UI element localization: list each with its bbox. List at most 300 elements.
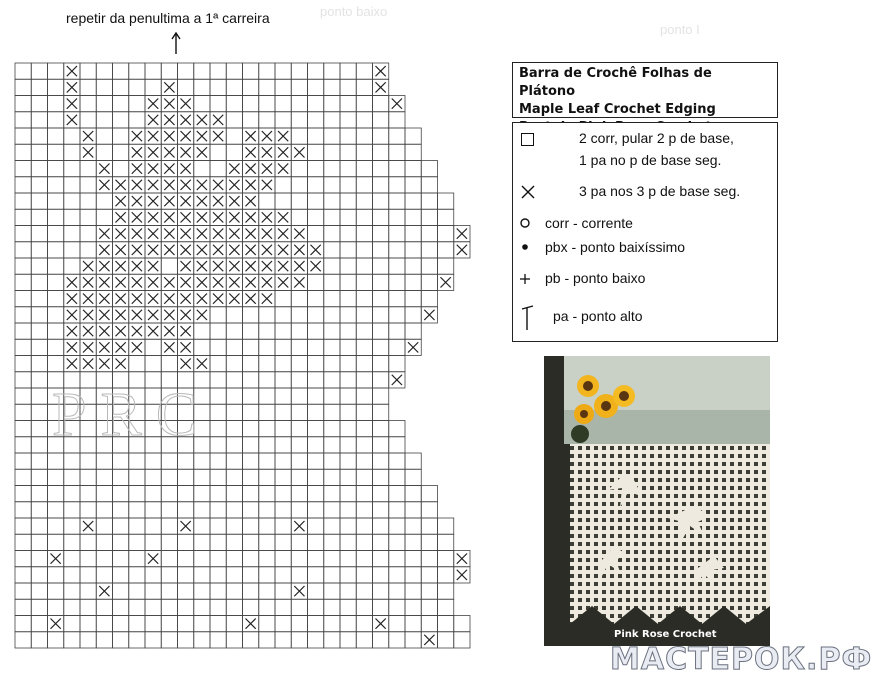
grid-cell bbox=[226, 112, 242, 128]
grid-cell bbox=[421, 161, 437, 177]
grid-cell bbox=[31, 112, 47, 128]
filled-cell-cross bbox=[67, 82, 77, 92]
grid-cell bbox=[129, 356, 145, 372]
grid-cell bbox=[389, 193, 405, 209]
grid-cell bbox=[178, 79, 194, 95]
grid-cell bbox=[80, 112, 96, 128]
grid-cell bbox=[356, 323, 372, 339]
grid-cell bbox=[340, 404, 356, 420]
grid-cell bbox=[15, 112, 31, 128]
grid-cell bbox=[161, 63, 177, 79]
grid-cell bbox=[31, 388, 47, 404]
filled-cell-cross bbox=[213, 131, 223, 141]
grid-cell bbox=[356, 583, 372, 599]
filled-cell-cross bbox=[246, 131, 256, 141]
grid-cell bbox=[340, 79, 356, 95]
grid-cell bbox=[48, 323, 64, 339]
grid-cell bbox=[64, 258, 80, 274]
grid-cell bbox=[15, 63, 31, 79]
grid-cell bbox=[421, 599, 437, 615]
grid-cell bbox=[324, 404, 340, 420]
grid-cell bbox=[438, 242, 454, 258]
filled-cell-cross bbox=[164, 82, 174, 92]
filled-cell-cross bbox=[262, 277, 272, 287]
grid-cell bbox=[96, 551, 112, 567]
filled-cell-cross bbox=[213, 245, 223, 255]
grid-cell bbox=[226, 388, 242, 404]
grid-cell bbox=[356, 274, 372, 290]
filled-cell-cross bbox=[213, 196, 223, 206]
grid-cell bbox=[308, 567, 324, 583]
grid-cell bbox=[80, 551, 96, 567]
grid-cell bbox=[308, 177, 324, 193]
grid-cell bbox=[356, 534, 372, 550]
grid-cell bbox=[308, 583, 324, 599]
grid-cell bbox=[259, 404, 275, 420]
grid-cell bbox=[178, 486, 194, 502]
grid-cell bbox=[356, 616, 372, 632]
filled-cell-cross bbox=[51, 554, 61, 564]
grid-cell bbox=[373, 242, 389, 258]
grid-cell bbox=[31, 534, 47, 550]
grid-cell bbox=[308, 632, 324, 648]
filled-cell-cross bbox=[148, 196, 158, 206]
filled-cell-cross bbox=[246, 147, 256, 157]
grid-cell bbox=[340, 534, 356, 550]
grid-cell bbox=[324, 79, 340, 95]
grid-cell bbox=[64, 128, 80, 144]
filled-cell-cross bbox=[441, 277, 451, 287]
grid-cell bbox=[308, 323, 324, 339]
grid-cell bbox=[243, 551, 259, 567]
grid-cell bbox=[356, 177, 372, 193]
grid-cell bbox=[31, 339, 47, 355]
grid-cell bbox=[340, 599, 356, 615]
legend-box bbox=[512, 122, 778, 342]
grid-cell bbox=[308, 128, 324, 144]
grid-cell bbox=[226, 518, 242, 534]
grid-cell bbox=[291, 551, 307, 567]
grid-cell bbox=[243, 307, 259, 323]
grid-cell bbox=[389, 632, 405, 648]
grid-cell bbox=[80, 486, 96, 502]
grid-cell bbox=[129, 112, 145, 128]
grid-cell bbox=[356, 469, 372, 485]
grid-cell bbox=[373, 128, 389, 144]
grid-cell bbox=[275, 388, 291, 404]
filled-cell-cross bbox=[246, 245, 256, 255]
grid-cell bbox=[259, 421, 275, 437]
grid-cell bbox=[80, 632, 96, 648]
filled-cell-cross bbox=[164, 294, 174, 304]
grid-cell bbox=[356, 404, 372, 420]
grid-cell bbox=[15, 307, 31, 323]
grid-cell bbox=[96, 616, 112, 632]
grid-cell bbox=[421, 274, 437, 290]
grid-cell bbox=[64, 193, 80, 209]
grid-cell bbox=[64, 534, 80, 550]
grid-cell bbox=[161, 567, 177, 583]
grid-cell bbox=[113, 79, 129, 95]
filled-cell-cross bbox=[99, 229, 109, 239]
filled-cell-cross bbox=[67, 99, 77, 109]
filled-cell-cross bbox=[116, 342, 126, 352]
grid-cell bbox=[421, 177, 437, 193]
grid-cell bbox=[340, 291, 356, 307]
grid-cell bbox=[243, 96, 259, 112]
filled-cell-cross bbox=[148, 326, 158, 336]
filled-cell-cross bbox=[213, 115, 223, 125]
grid-cell bbox=[291, 96, 307, 112]
grid-cell bbox=[15, 177, 31, 193]
grid-cell bbox=[308, 518, 324, 534]
grid-cell bbox=[145, 567, 161, 583]
grid-cell bbox=[113, 583, 129, 599]
filled-cell-cross bbox=[132, 326, 142, 336]
grid-cell bbox=[113, 567, 129, 583]
legend-text: 2 corr, pular 2 p de base, bbox=[579, 130, 734, 146]
grid-cell bbox=[64, 226, 80, 242]
grid-cell bbox=[113, 453, 129, 469]
grid-cell bbox=[31, 144, 47, 160]
grid-cell bbox=[31, 291, 47, 307]
grid-cell bbox=[373, 583, 389, 599]
grid-cell bbox=[96, 518, 112, 534]
filled-cell-cross bbox=[99, 261, 109, 271]
grid-cell bbox=[389, 307, 405, 323]
grid-cell bbox=[308, 307, 324, 323]
filled-cell-cross bbox=[181, 99, 191, 109]
grid-cell bbox=[373, 388, 389, 404]
grid-cell bbox=[275, 421, 291, 437]
grid-cell bbox=[194, 79, 210, 95]
filled-cell-cross bbox=[116, 294, 126, 304]
grid-cell bbox=[243, 453, 259, 469]
grid-cell bbox=[291, 356, 307, 372]
filled-cell-cross bbox=[246, 180, 256, 190]
grid-cell bbox=[113, 96, 129, 112]
grid-cell bbox=[340, 421, 356, 437]
filled-cell-cross bbox=[262, 229, 272, 239]
grid-cell bbox=[356, 209, 372, 225]
grid-cell bbox=[356, 356, 372, 372]
grid-cell bbox=[15, 599, 31, 615]
grid-cell bbox=[373, 404, 389, 420]
grid-cell bbox=[210, 567, 226, 583]
filled-cell-cross bbox=[116, 196, 126, 206]
grid-cell bbox=[48, 632, 64, 648]
grid-cell bbox=[31, 258, 47, 274]
grid-cell bbox=[308, 616, 324, 632]
grid-cell bbox=[243, 583, 259, 599]
grid-cell bbox=[356, 437, 372, 453]
grid-cell bbox=[340, 437, 356, 453]
grid-cell bbox=[259, 193, 275, 209]
grid-cell bbox=[356, 502, 372, 518]
grid-cell bbox=[48, 307, 64, 323]
grid-cell bbox=[373, 323, 389, 339]
grid-cell bbox=[226, 632, 242, 648]
filled-cell-cross bbox=[132, 164, 142, 174]
grid-cell bbox=[15, 632, 31, 648]
grid-cell bbox=[324, 534, 340, 550]
grid-cell bbox=[145, 356, 161, 372]
grid-cell bbox=[405, 226, 421, 242]
grid-cell bbox=[48, 534, 64, 550]
grid-cell bbox=[308, 63, 324, 79]
legend-text: pb - ponto baixo bbox=[545, 270, 646, 286]
grid-cell bbox=[356, 112, 372, 128]
filled-cell-cross bbox=[246, 619, 256, 629]
grid-cell bbox=[48, 599, 64, 615]
grid-cell bbox=[243, 486, 259, 502]
filled-cell-cross bbox=[262, 294, 272, 304]
grid-cell bbox=[438, 616, 454, 632]
filled-cell-cross bbox=[197, 212, 207, 222]
grid-cell bbox=[275, 616, 291, 632]
filled-cell-cross bbox=[229, 180, 239, 190]
grid-cell bbox=[324, 469, 340, 485]
grid-cell bbox=[129, 453, 145, 469]
grid-cell bbox=[291, 404, 307, 420]
grid-cell bbox=[80, 209, 96, 225]
grid-cell bbox=[31, 242, 47, 258]
filled-cell-cross bbox=[116, 326, 126, 336]
filled-cell-cross bbox=[262, 131, 272, 141]
title-line-pt: Barra de Crochê Folhas de Plátono bbox=[519, 66, 712, 99]
grid-cell bbox=[210, 486, 226, 502]
grid-cell bbox=[373, 599, 389, 615]
grid-cell bbox=[308, 551, 324, 567]
grid-cell bbox=[15, 567, 31, 583]
grid-cell bbox=[15, 339, 31, 355]
filled-cell-cross bbox=[376, 619, 386, 629]
grid-cell bbox=[389, 226, 405, 242]
grid-cell bbox=[243, 632, 259, 648]
grid-cell bbox=[48, 502, 64, 518]
grid-cell bbox=[113, 144, 129, 160]
grid-cell bbox=[259, 469, 275, 485]
grid-cell bbox=[145, 583, 161, 599]
grid-cell bbox=[324, 112, 340, 128]
grid-cell bbox=[275, 96, 291, 112]
grid-cell bbox=[31, 404, 47, 420]
filled-cell-cross bbox=[148, 294, 158, 304]
grid-cell bbox=[15, 372, 31, 388]
grid-cell bbox=[31, 177, 47, 193]
filled-cell-cross bbox=[83, 131, 93, 141]
filled-cell-cross bbox=[262, 212, 272, 222]
filled-cell-cross bbox=[213, 212, 223, 222]
grid-cell bbox=[226, 323, 242, 339]
grid-cell bbox=[405, 599, 421, 615]
grid-cell bbox=[210, 161, 226, 177]
grid-cell bbox=[80, 599, 96, 615]
tall-stitch-icon bbox=[519, 303, 535, 331]
grid-cell bbox=[96, 63, 112, 79]
grid-cell bbox=[356, 421, 372, 437]
grid-cell bbox=[210, 404, 226, 420]
grid-cell bbox=[356, 242, 372, 258]
grid-cell bbox=[324, 193, 340, 209]
grid-cell bbox=[226, 404, 242, 420]
grid-cell bbox=[80, 567, 96, 583]
grid-cell bbox=[48, 128, 64, 144]
grid-cell bbox=[308, 388, 324, 404]
grid-cell bbox=[210, 453, 226, 469]
grid-cell bbox=[80, 502, 96, 518]
grid-cell bbox=[291, 632, 307, 648]
grid-cell bbox=[226, 307, 242, 323]
filled-cell-cross bbox=[67, 326, 77, 336]
grid-cell bbox=[291, 63, 307, 79]
grid-cell bbox=[291, 567, 307, 583]
grid-cell bbox=[373, 518, 389, 534]
grid-cell bbox=[373, 96, 389, 112]
filled-cell-cross bbox=[132, 131, 142, 141]
grid-cell bbox=[15, 242, 31, 258]
filled-cell-cross bbox=[229, 277, 239, 287]
grid-cell bbox=[48, 242, 64, 258]
grid-cell bbox=[145, 63, 161, 79]
filled-cell-cross bbox=[148, 261, 158, 271]
grid-cell bbox=[48, 193, 64, 209]
grid-cell bbox=[275, 307, 291, 323]
grid-cell bbox=[308, 404, 324, 420]
filled-cell-cross bbox=[148, 115, 158, 125]
grid-cell bbox=[210, 518, 226, 534]
grid-cell bbox=[324, 502, 340, 518]
grid-cell bbox=[31, 209, 47, 225]
grid-cell bbox=[340, 616, 356, 632]
filled-cell-cross bbox=[164, 115, 174, 125]
grid-cell bbox=[308, 356, 324, 372]
filled-cell-cross bbox=[132, 147, 142, 157]
grid-cell bbox=[275, 339, 291, 355]
grid-cell bbox=[194, 599, 210, 615]
filled-cell-cross bbox=[213, 261, 223, 271]
grid-cell bbox=[129, 79, 145, 95]
grid-cell bbox=[243, 388, 259, 404]
filled-cell-cross bbox=[213, 294, 223, 304]
grid-cell bbox=[308, 291, 324, 307]
grid-cell bbox=[113, 502, 129, 518]
grid-cell bbox=[340, 226, 356, 242]
grid-cell bbox=[226, 372, 242, 388]
grid-cell bbox=[145, 518, 161, 534]
grid-cell bbox=[145, 486, 161, 502]
grid-cell bbox=[291, 486, 307, 502]
grid-cell bbox=[405, 307, 421, 323]
grid-cell bbox=[15, 291, 31, 307]
title-line-en: Maple Leaf Crochet Edging bbox=[519, 102, 716, 117]
grid-cell bbox=[340, 193, 356, 209]
filled-cell-cross bbox=[246, 261, 256, 271]
filled-cell-cross bbox=[148, 180, 158, 190]
grid-cell bbox=[80, 242, 96, 258]
grid-cell bbox=[226, 583, 242, 599]
filled-cell-cross bbox=[99, 294, 109, 304]
grid-cell bbox=[438, 567, 454, 583]
grid-cell bbox=[243, 372, 259, 388]
grid-cell bbox=[324, 632, 340, 648]
grid-cell bbox=[291, 161, 307, 177]
grid-cell bbox=[96, 632, 112, 648]
grid-cell bbox=[340, 632, 356, 648]
filled-cell-cross bbox=[376, 66, 386, 76]
grid-cell bbox=[15, 469, 31, 485]
grid-cell bbox=[259, 339, 275, 355]
grid-cell bbox=[275, 112, 291, 128]
grid-cell bbox=[194, 486, 210, 502]
grid-cell bbox=[210, 632, 226, 648]
grid-cell bbox=[389, 551, 405, 567]
grid-cell bbox=[15, 144, 31, 160]
grid-cell bbox=[15, 193, 31, 209]
grid-cell bbox=[324, 388, 340, 404]
grid-cell bbox=[389, 291, 405, 307]
grid-cell bbox=[373, 209, 389, 225]
filled-cell-cross bbox=[181, 277, 191, 287]
filled-cell-cross bbox=[246, 229, 256, 239]
grid-cell bbox=[259, 372, 275, 388]
grid-cell bbox=[96, 534, 112, 550]
grid-cell bbox=[275, 583, 291, 599]
grid-cell bbox=[210, 96, 226, 112]
filled-cell-cross bbox=[246, 164, 256, 174]
grid-cell bbox=[15, 388, 31, 404]
filled-cell-cross bbox=[213, 180, 223, 190]
grid-cell bbox=[275, 437, 291, 453]
grid-cell bbox=[259, 388, 275, 404]
grid-cell bbox=[291, 469, 307, 485]
filled-cell-cross bbox=[278, 131, 288, 141]
filled-cell-cross bbox=[132, 229, 142, 239]
grid-cell bbox=[226, 128, 242, 144]
grid-cell bbox=[145, 453, 161, 469]
grid-cell bbox=[194, 161, 210, 177]
grid-cell bbox=[96, 486, 112, 502]
filled-cell-cross bbox=[164, 310, 174, 320]
filled-cell-cross bbox=[116, 310, 126, 320]
filled-cell-cross bbox=[148, 147, 158, 157]
grid-cell bbox=[129, 469, 145, 485]
grid-cell bbox=[340, 356, 356, 372]
grid-cell bbox=[210, 469, 226, 485]
grid-cell bbox=[405, 128, 421, 144]
filled-cell-cross bbox=[148, 554, 158, 564]
filled-cell-cross bbox=[99, 342, 109, 352]
grid-cell bbox=[373, 551, 389, 567]
grid-cell bbox=[113, 518, 129, 534]
grid-cell bbox=[324, 567, 340, 583]
grid-cell bbox=[389, 599, 405, 615]
grid-cell bbox=[373, 469, 389, 485]
grid-cell bbox=[161, 356, 177, 372]
grid-cell bbox=[194, 616, 210, 632]
grid-cell bbox=[243, 469, 259, 485]
grid-cell bbox=[308, 502, 324, 518]
filled-cell-cross bbox=[311, 245, 321, 255]
filled-cell-cross bbox=[99, 180, 109, 190]
grid-cell bbox=[405, 518, 421, 534]
filled-cell-cross bbox=[213, 229, 223, 239]
grid-cell bbox=[389, 518, 405, 534]
filled-cell-cross bbox=[197, 147, 207, 157]
filled-cell-cross bbox=[181, 229, 191, 239]
grid-cell bbox=[15, 421, 31, 437]
grid-cell bbox=[15, 502, 31, 518]
